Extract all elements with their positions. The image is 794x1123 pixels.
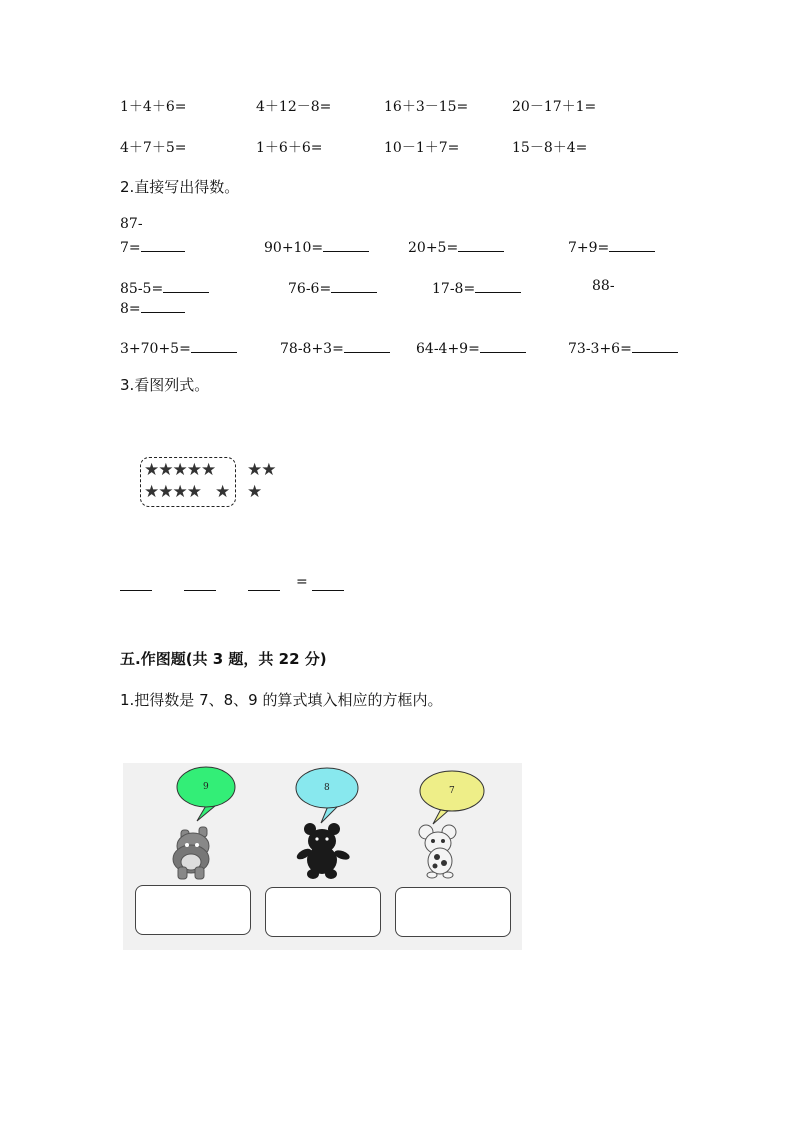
- equation: 15－8＋4=: [512, 140, 588, 156]
- speech-bubble-7: [420, 771, 484, 824]
- star-icon: ★: [215, 482, 230, 502]
- star-extra-icon: ★★: [247, 460, 276, 480]
- number-blank[interactable]: [248, 576, 280, 591]
- equation: 8=: [120, 298, 185, 317]
- question1-text: 1.把得数是 7、8、9 的算式填入相应的方框内。: [120, 691, 443, 709]
- equation: 64-4+9=: [416, 338, 526, 357]
- answer-blank[interactable]: [141, 237, 185, 252]
- answer-blank[interactable]: [458, 237, 504, 252]
- answer-blank[interactable]: [191, 338, 237, 353]
- section3-heading: 3.看图列式。: [120, 376, 210, 394]
- equation-part: 88-: [592, 278, 615, 294]
- equation: 4＋12－8=: [256, 99, 332, 115]
- bubble-number: 7: [449, 786, 455, 796]
- star-extra-icon: ★: [247, 482, 262, 502]
- equation: 17-8=: [432, 278, 521, 297]
- answer-blank[interactable]: [331, 278, 377, 293]
- answer-blank[interactable]: [163, 278, 209, 293]
- answer-box-9[interactable]: [135, 885, 251, 935]
- equation: 85-5=: [120, 278, 209, 297]
- answer-blank[interactable]: [344, 338, 390, 353]
- star-group-icon: ★★★★★: [144, 460, 216, 480]
- answer-blank[interactable]: [475, 278, 521, 293]
- equation: 20－17＋1=: [512, 99, 597, 115]
- bubble-number: 9: [203, 782, 209, 792]
- answer-blank[interactable]: [609, 237, 655, 252]
- equation-part: 87-: [120, 216, 143, 232]
- bubble-number: 8: [324, 783, 330, 793]
- equation: 1＋6＋6=: [256, 140, 323, 156]
- equation: 4＋7＋5=: [120, 140, 187, 156]
- number-blank[interactable]: [120, 576, 152, 591]
- result-blank[interactable]: [312, 576, 344, 591]
- equation: 7=: [120, 237, 185, 256]
- answer-blank[interactable]: [323, 237, 369, 252]
- answer-blank[interactable]: [141, 298, 185, 313]
- equals-sign: =: [296, 574, 308, 590]
- speech-bubble-9: [177, 767, 235, 821]
- mouse-icon: [419, 825, 456, 878]
- giraffe-icon: [173, 827, 209, 879]
- answer-box-7[interactable]: [395, 887, 511, 937]
- equation: 78-8+3=: [280, 338, 390, 357]
- animal-picture-panel: [123, 763, 522, 950]
- equation: 1＋4＋6=: [120, 99, 187, 115]
- star-group-icon: ★★★★: [144, 482, 201, 502]
- speech-bubble-8: [296, 768, 358, 823]
- equation: 10－1＋7=: [384, 140, 460, 156]
- bear-icon: [295, 823, 351, 879]
- equation: 20+5=: [408, 237, 504, 256]
- answer-box-8[interactable]: [265, 887, 381, 937]
- answer-blank[interactable]: [632, 338, 678, 353]
- number-blank[interactable]: [184, 576, 216, 591]
- equation: 73-3+6=: [568, 338, 678, 357]
- equation: 3+70+5=: [120, 338, 237, 357]
- section5-heading: 五.作图题(共 3 题，共 22 分): [120, 650, 327, 668]
- equation: 7+9=: [568, 237, 655, 256]
- section2-heading: 2.直接写出得数。: [120, 178, 240, 196]
- equation: 16＋3－15=: [384, 99, 469, 115]
- equation: 90+10=: [264, 237, 369, 256]
- equation: 76-6=: [288, 278, 377, 297]
- answer-blank[interactable]: [480, 338, 526, 353]
